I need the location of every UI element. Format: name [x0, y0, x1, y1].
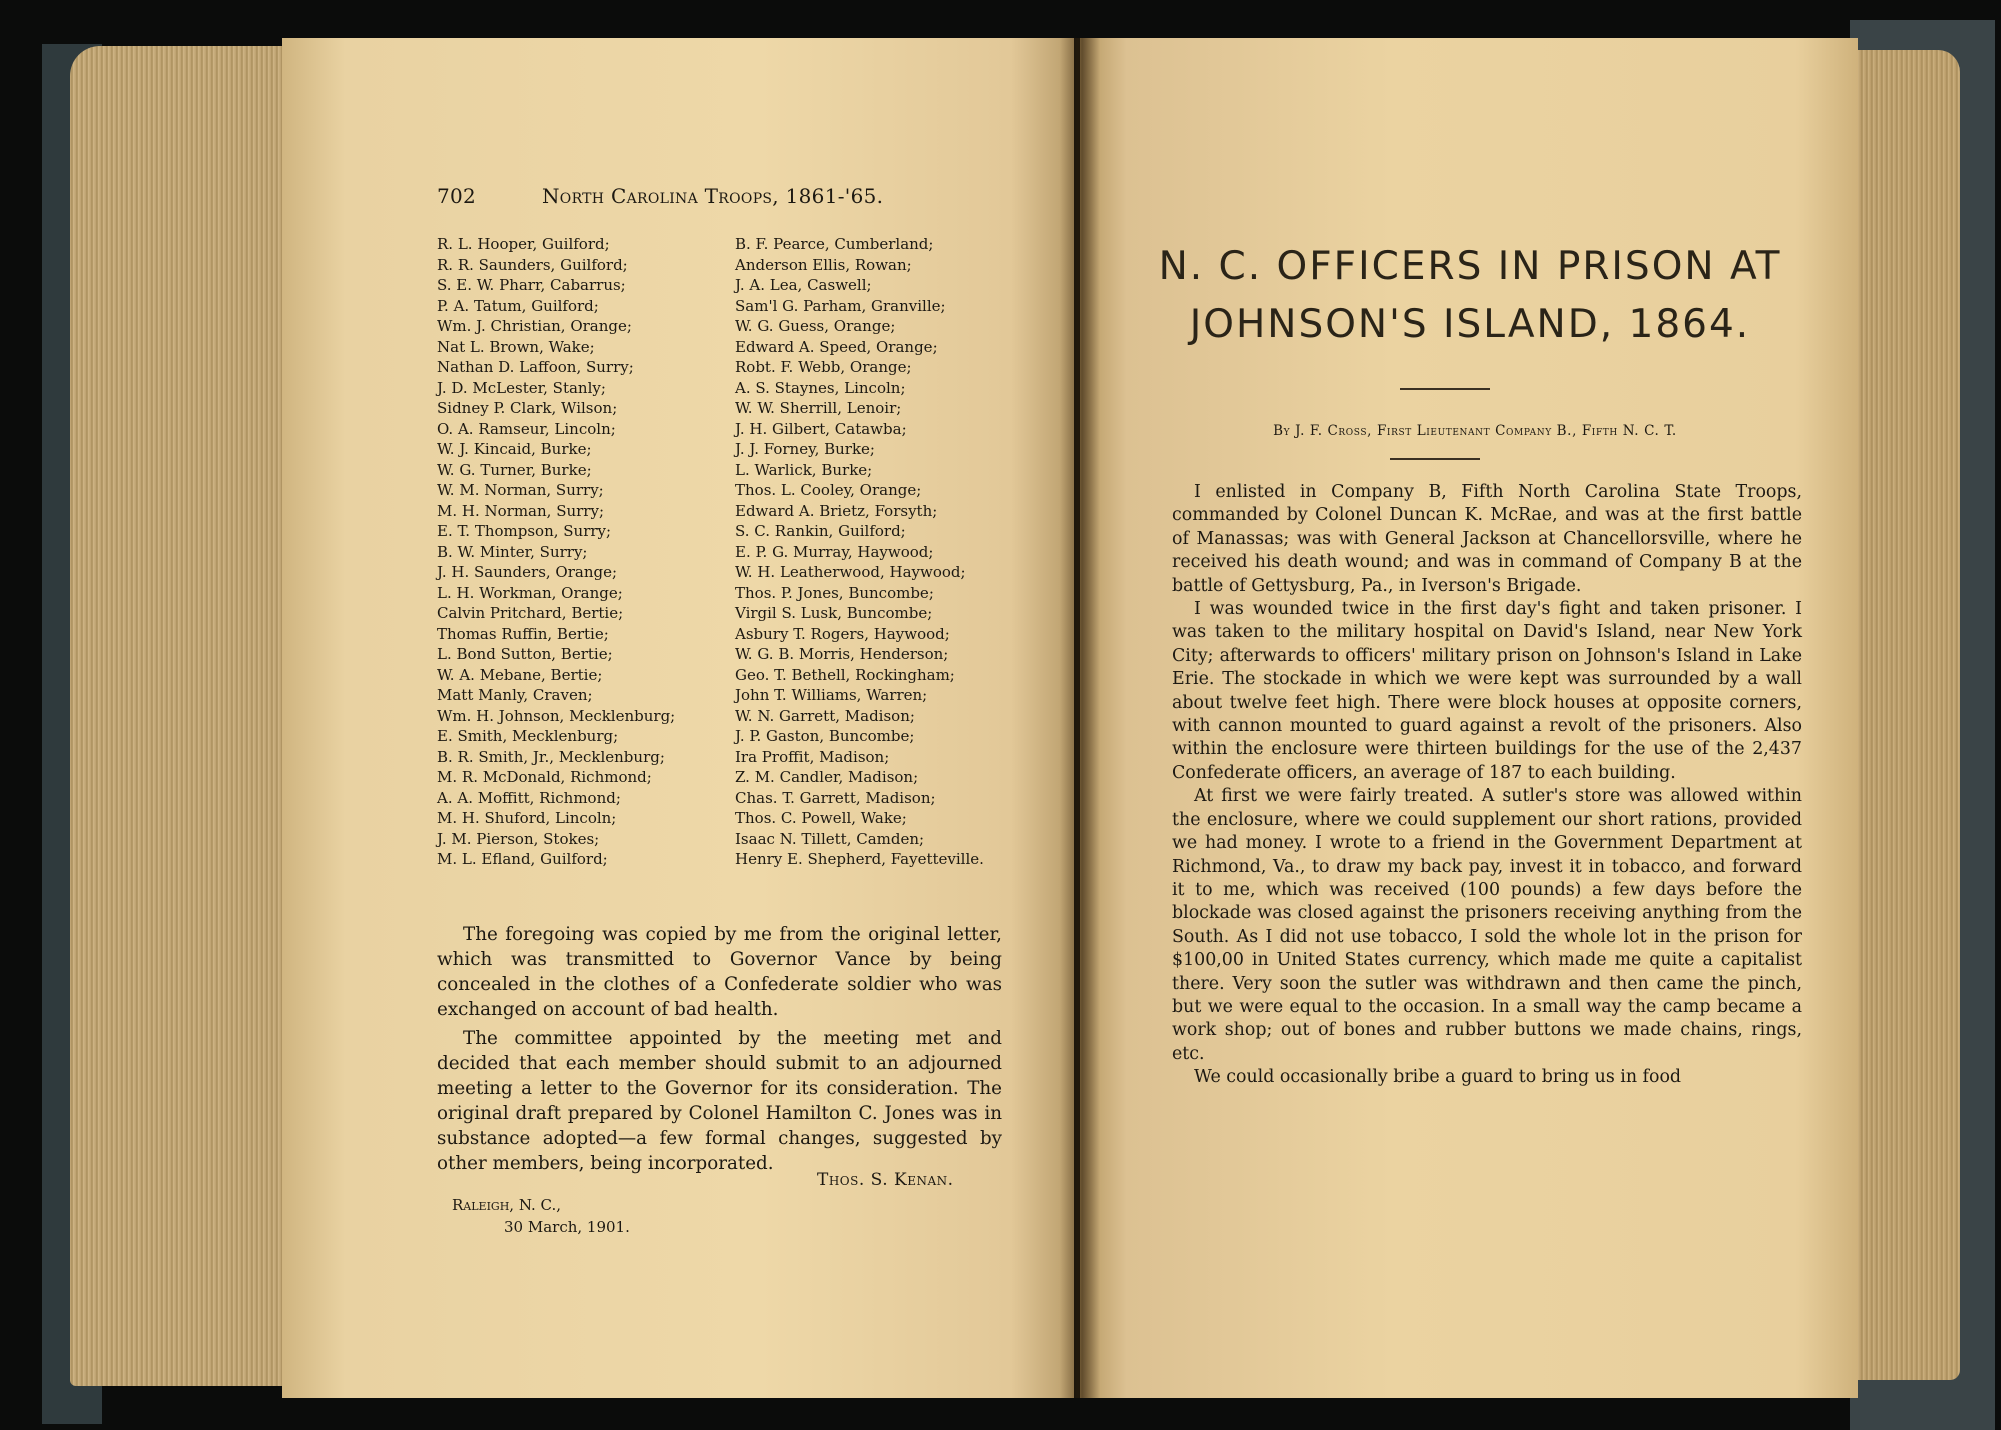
roster-entry: J. D. McLester, Stanly;: [437, 378, 606, 397]
title-line: N. C. OFFICERS IN PRISON AT: [1158, 244, 1782, 289]
roster-entry: M. H. Shuford, Lincoln;: [437, 809, 617, 827]
roster-entry: B. W. Minter, Surry;: [437, 542, 588, 561]
page-edges-left: [70, 46, 290, 1386]
roster-entry: Edward A. Brietz, Forsyth;: [735, 501, 938, 520]
roster-entry: Wm. H. Johnson, Mecklenburg;: [437, 706, 676, 725]
roster-entry: Isaac N. Tillett, Camden;: [735, 829, 925, 848]
paragraph-text: The committee appointed by the meeting met and decided that each member should submit to an adjourned meeting a letter to the Governor for its consideration. The original draft prepared by Colonel Hamilton C. Jones was in substance adopted—a few formal changes, suggested by other members, being incorporated.: [437, 1028, 1002, 1174]
roster-entry: R. R. Saunders, Guilford;: [437, 255, 628, 274]
roster-entry: J. H. Saunders, Orange;: [437, 563, 618, 581]
paragraph-text: The foregoing was copied by me from the original letter, which was transmitted to Governor Vance by being concealed in the clothes of a Confederate soldier who was exchanged on account of bad health.: [437, 924, 1002, 1020]
roster-entry: W. H. Leatherwood, Haywood;: [735, 563, 966, 581]
page-edges-right: [1850, 50, 1960, 1380]
roster-entry: R. L. Hooper, Guilford;: [437, 235, 610, 253]
book-gutter: [1060, 38, 1100, 1398]
roster-entry: W. G. B. Morris, Henderson;: [735, 645, 949, 663]
title-line: JOHNSON'S ISLAND, 1864.: [1189, 302, 1751, 347]
roster-entry: Thos. L. Cooley, Orange;: [735, 481, 922, 499]
roster-entry: J. H. Gilbert, Catawba;: [735, 419, 907, 438]
roster-entry: M. R. McDonald, Richmond;: [437, 768, 652, 786]
roster-entry: W. J. Kincaid, Burke;: [437, 440, 592, 458]
roster-entry: W. A. Mebane, Bertie;: [437, 665, 603, 684]
roster-entry: J. A. Lea, Caswell;: [735, 276, 872, 294]
roster-entry: W. M. Norman, Surry;: [437, 481, 604, 499]
roster-entry: Henry E. Shepherd, Fayetteville.: [735, 850, 984, 868]
roster-entry: W. G. Turner, Burke;: [437, 460, 592, 479]
roster-entry: J. P. Gaston, Buncombe;: [735, 727, 915, 745]
roster-entry: Chas. T. Garrett, Madison;: [735, 788, 936, 807]
roster-entry: Anderson Ellis, Rowan;: [735, 255, 912, 274]
roster-entry: L. Warlick, Burke;: [735, 460, 873, 479]
roster-entry: A. S. Staynes, Lincoln;: [735, 378, 906, 397]
dateline-place: Raleigh, N. C.,: [452, 1196, 562, 1214]
running-title: North Carolina Troops, 1861-'65.: [542, 184, 884, 208]
article-paragraph: I was wounded twice in the first day's fight and taken prisoner. I was taken to the military hospital on David's Island, near New York City; afterwards to officers' military prison on Johnson's Island in Lake Erie. The stockade in which we were kept was surrounded by a wall about twelve feet high. There were block houses at opposite corners, with cannon mounted to guard against a revolt of the prisoners. Also within the enclosure were thirteen buildings for the use of the 2,437 Confederate officers, an average of 187 to each building.: [1172, 599, 1802, 783]
roster-entry: B. F. Pearce, Cumberland;: [735, 235, 934, 253]
paragraph-foregoing: [437, 922, 1002, 1022]
roster-entry: M. L. Efland, Guilford;: [437, 850, 608, 868]
roster-entry: W. G. Guess, Orange;: [735, 317, 896, 335]
roster-entry: Nathan D. Laffoon, Surry;: [437, 358, 634, 376]
roster-entry: Thomas Ruffin, Bertie;: [437, 624, 609, 643]
roster-entry: Nat L. Brown, Wake;: [437, 337, 595, 356]
byline-rule: [1390, 458, 1480, 460]
roster-entry: John T. Williams, Warren;: [735, 686, 928, 704]
signature-name: Thos. S. Kenan.: [817, 1170, 954, 1190]
roster-entry: E. Smith, Mecklenburg;: [437, 727, 619, 745]
roster-entry: E. T. Thompson, Surry;: [437, 522, 612, 540]
roster-entry: S. C. Rankin, Guilford;: [735, 522, 906, 540]
roster-entry: L. H. Workman, Orange;: [437, 583, 623, 602]
roster-entry: E. P. G. Murray, Haywood;: [735, 542, 934, 561]
roster-entry: O. A. Ramseur, Lincoln;: [437, 419, 616, 438]
roster-entry: Geo. T. Bethell, Rockingham;: [735, 665, 955, 684]
left-page: [282, 38, 1074, 1398]
roster-entry: Matt Manly, Craven;: [437, 686, 593, 704]
roster-entry: W. N. Garrett, Madison;: [735, 706, 915, 725]
article-paragraph: At first we were fairly treated. A sutler's store was allowed within the enclosure, where we could supplement our short rations, provided we had money. I wrote to a friend in the Government Department at Richmond, Va., to draw my back pay, invest it in tobacco, and forward it to me, which was received (100 pounds) a few days before the blockade was closed against the prisoners receiving anything from the South. As I did not use tobacco, I sold the whole lot in the prison for $100,00 in United States currency, which made me quite a capitalist there. Very soon the sutler was withdrawn and then came the pinch, but we were equal to the occasion. In a small way the camp became a work shop; out of bones and rubber buttons we made chains, rings, etc.: [1172, 786, 1802, 1064]
roster-entry: Calvin Pritchard, Bertie;: [437, 604, 624, 622]
article-paragraph: We could occasionally bribe a guard to bring us in food: [1194, 1067, 1682, 1088]
roster-entry: P. A. Tatum, Guilford;: [437, 296, 599, 315]
article-body: [1172, 481, 1802, 1090]
roster-entry: M. H. Norman, Surry;: [437, 501, 605, 520]
roster-entry: B. R. Smith, Jr., Mecklenburg;: [437, 747, 665, 766]
roster-entry: A. A. Moffitt, Richmond;: [437, 788, 621, 807]
roster-entry: Asbury T. Rogers, Haywood;: [735, 624, 950, 643]
roster-column-1: [437, 234, 675, 870]
roster-entry: J. J. Forney, Burke;: [735, 440, 875, 458]
article-paragraph: I enlisted in Company B, Fifth North Carolina State Troops, commanded by Colonel Duncan K. McRae, and was at the first battle of Manassas; was with General Jackson at Chancellorsville, where he received his death wound; and was in command of Company B at the battle of Gettysburg, Pa., in Iverson's Brigade.: [1172, 482, 1802, 596]
roster-entry: Robt. F. Webb, Orange;: [735, 358, 912, 376]
roster-entry: Z. M. Candler, Madison;: [735, 768, 919, 786]
paragraph-committee: [437, 1026, 1002, 1176]
roster-entry: Sam'l G. Parham, Granville;: [735, 296, 946, 315]
roster-entry: J. M. Pierson, Stokes;: [437, 829, 600, 848]
roster-entry: W. W. Sherrill, Lenoir;: [735, 399, 902, 417]
roster-entry: Sidney P. Clark, Wilson;: [437, 399, 618, 417]
byline: By J. F. Cross, First Lieutenant Company B., Fifth N. C. T.: [1273, 423, 1677, 439]
roster-entry: Thos. C. Powell, Wake;: [735, 809, 907, 827]
dateline-date: 30 March, 1901.: [504, 1218, 630, 1236]
roster-entry: L. Bond Sutton, Bertie;: [437, 645, 613, 663]
right-page: [1080, 38, 1858, 1398]
roster-entry: S. E. W. Pharr, Cabarrus;: [437, 276, 626, 294]
roster-entry: Thos. P. Jones, Buncombe;: [735, 583, 934, 602]
roster-column-2: [735, 234, 984, 870]
roster-entry: Ira Proffit, Madison;: [735, 747, 890, 766]
article-title: [1150, 238, 1790, 354]
title-rule: [1400, 388, 1490, 390]
roster-entry: Wm. J. Christian, Orange;: [437, 317, 632, 335]
page-number: 702: [437, 184, 477, 208]
roster-entry: Edward A. Speed, Orange;: [735, 337, 938, 356]
roster-entry: Virgil S. Lusk, Buncombe;: [735, 604, 933, 622]
